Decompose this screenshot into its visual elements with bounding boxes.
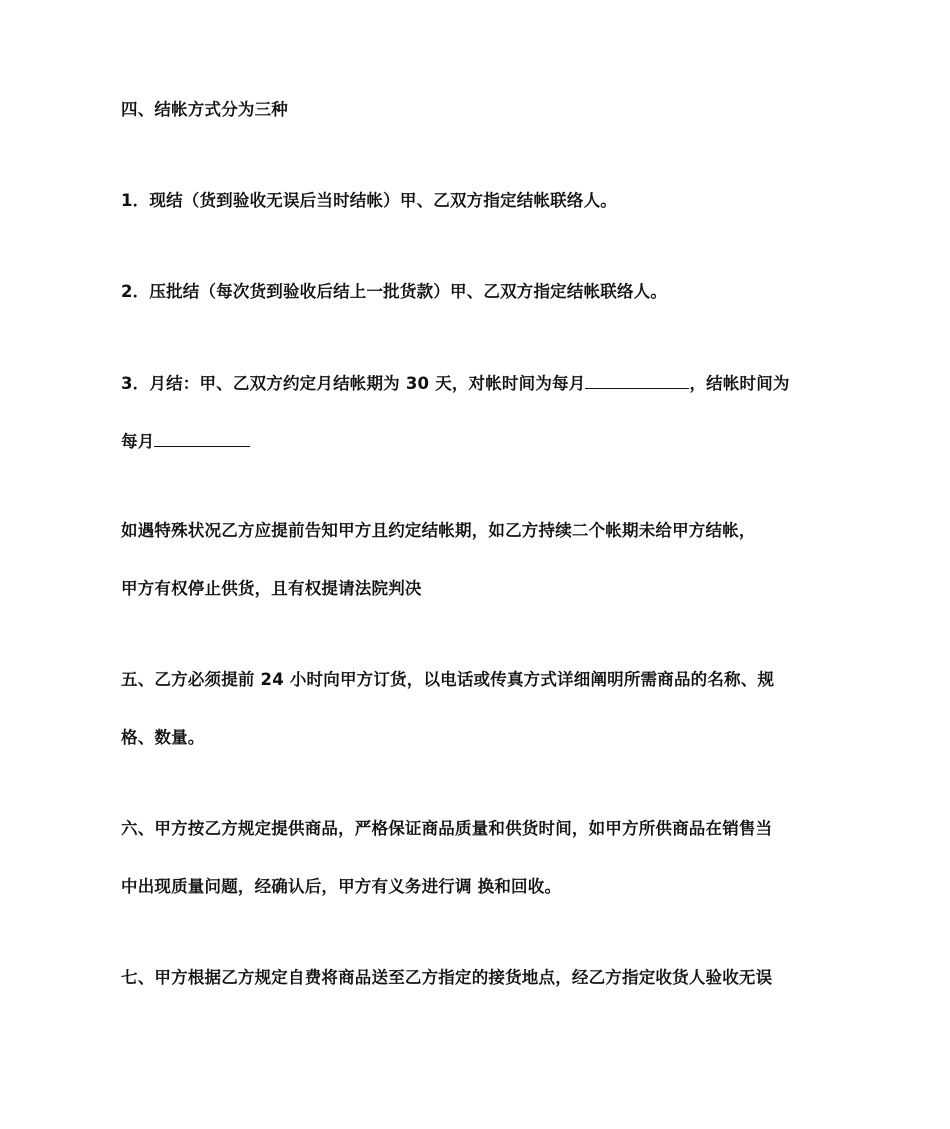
- clause-six-quality-cont: 中出现质量问题，经确认后，甲方有义务进行调 换和回收。: [121, 877, 562, 896]
- clause-special-circumstances-cont: 甲方有权停止供货，且有权提请法院判决: [121, 579, 422, 598]
- settlement-date-blank[interactable]: [154, 430, 250, 447]
- clause-monthly-settlement: [121, 372, 841, 395]
- clause-six-quality: 六、甲方按乙方规定提供商品，严格保证商品质量和供货时间，如甲方所供商品在销售当: [121, 819, 773, 838]
- clause-monthly-cont-text: 每月: [121, 432, 155, 451]
- section-heading-payment-methods: 四、结帐方式分为三种: [121, 100, 288, 119]
- clause-special-circumstances: 如遇特殊状况乙方应提前告知甲方且约定结帐期，如乙方持续二个帐期未给甲方结帐，: [121, 521, 756, 540]
- clause-monthly-text-after: ，结帐时间为: [689, 374, 790, 393]
- clause-five-ordering-cont: 格、数量。: [121, 728, 205, 747]
- clause-monthly-settlement-cont: [121, 430, 841, 453]
- reconcile-date-blank[interactable]: [585, 372, 689, 389]
- clause-seven-delivery: 七、甲方根据乙方规定自费将商品送至乙方指定的接货地点，经乙方指定收货人验收无误: [121, 968, 773, 987]
- clause-five-ordering: 五、乙方必须提前 24 小时向甲方订货，以电话或传真方式详细阐明所需商品的名称、规: [121, 670, 775, 689]
- clause-cash-settlement: 1．现结（货到验收无误后当时结帐）甲、乙双方指定结帐联络人。: [121, 191, 617, 210]
- clause-batch-settlement: 2．压批结（每次货到验收后结上一批货款）甲、乙双方指定结帐联络人。: [121, 282, 668, 301]
- clause-monthly-text-before: 3．月结：甲、乙双方约定月结帐期为 30 天，对帐时间为每月: [121, 374, 586, 393]
